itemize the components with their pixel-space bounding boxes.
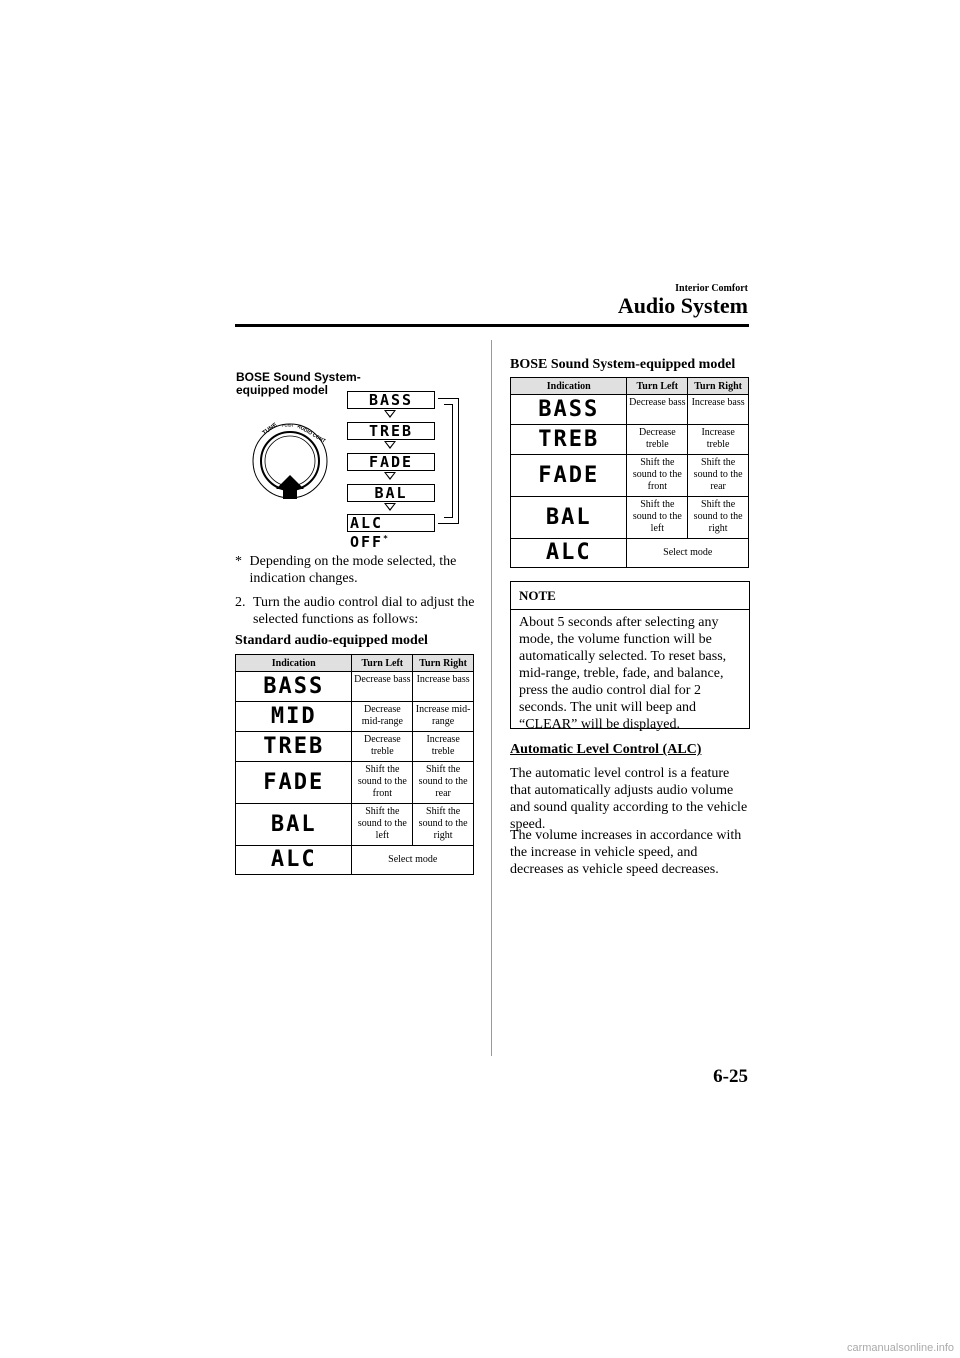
table-header-row — [511, 378, 749, 395]
indication-display: FADE — [236, 762, 352, 804]
turn-right-cell: Increase treble — [413, 732, 474, 762]
figure-caption-line2: equipped model — [236, 383, 329, 397]
column-header-turn-right: Turn Right — [688, 378, 749, 395]
table-row — [511, 395, 749, 425]
sequence-arrow-icon — [384, 472, 396, 480]
step-2 — [235, 594, 480, 628]
note-text: About 5 seconds after selecting any mode, the volume function will be automatically selected. To reset bass, mid-range, treble, fade, and balance, press the audio control dial for 2 seconds. The unit will beep and “CLEAR” will be displayed. — [519, 615, 727, 732]
sequence-arrow-icon — [384, 410, 396, 418]
turn-left-cell: Decrease treble — [352, 732, 413, 762]
turn-left-cell: Shift the sound to the left — [352, 804, 413, 846]
sequence-arrow-icon — [384, 503, 396, 511]
page-number: 6-25 — [713, 1066, 748, 1087]
alc-heading: Automatic Level Control (ALC) — [510, 742, 702, 757]
step-text: Turn the audio control dial to adjust the selected functions as follows: — [253, 595, 475, 627]
turn-right-cell: Increase treble — [688, 425, 749, 455]
watermark: carmanualsonline.info — [846, 1342, 954, 1354]
merged-cell: Select mode — [627, 539, 749, 568]
standard-table-heading: Standard audio-equipped model — [235, 633, 428, 648]
note-rule — [511, 609, 749, 610]
knob-label-audio: AUDIO CONT — [296, 423, 327, 445]
sequence-arrow-icon — [384, 441, 396, 449]
press-arrow-icon — [276, 475, 304, 499]
table-row — [236, 762, 474, 804]
sequence-bass: BASS — [347, 391, 435, 409]
sequence-fade: FADE — [347, 453, 435, 471]
turn-left-cell: Decrease bass — [352, 672, 413, 702]
sequence-alc-off-label: ALC OFF — [350, 514, 384, 551]
indication-display: ALC — [236, 846, 352, 875]
indication-display: ALC — [511, 539, 627, 568]
turn-right-cell: Shift the sound to the right — [413, 804, 474, 846]
figure-caption — [236, 371, 361, 397]
turn-left-cell: Decrease mid-range — [352, 702, 413, 732]
table-row — [236, 672, 474, 702]
turn-left-cell: Shift the sound to the left — [627, 497, 688, 539]
note-heading: NOTE — [519, 588, 556, 603]
turn-left-cell: Decrease bass — [627, 395, 688, 425]
bose-table-heading: BOSE Sound System-equipped model — [510, 357, 736, 372]
sequence-loop-inner-line — [444, 404, 453, 518]
table-row — [236, 732, 474, 762]
turn-right-cell: Shift the sound to the rear — [688, 455, 749, 497]
step-number: 2. — [235, 595, 246, 610]
indication-display: FADE — [511, 455, 627, 497]
header-rule — [235, 324, 749, 327]
section-label: Interior Comfort — [675, 283, 748, 294]
table-header-row — [236, 655, 474, 672]
indication-display: BASS — [511, 395, 627, 425]
turn-right-cell: Shift the sound to the right — [688, 497, 749, 539]
turn-right-cell: Increase bass — [688, 395, 749, 425]
table-row — [511, 497, 749, 539]
column-divider — [491, 340, 492, 1056]
knob-label-tune: TUNE — [261, 422, 279, 437]
indication-display: BAL — [236, 804, 352, 846]
column-header-turn-left: Turn Left — [352, 655, 413, 672]
indication-display: BASS — [236, 672, 352, 702]
sequence-bal: BAL — [347, 484, 435, 502]
column-header-turn-left: Turn Left — [627, 378, 688, 395]
table-row — [236, 702, 474, 732]
alc-paragraph-1: The automatic level control is a feature that automatically adjusts audio volume and sound quality according to the vehicle speed. — [510, 766, 748, 832]
column-header-indication: Indication — [511, 378, 627, 395]
audio-control-dial-illustration — [252, 413, 332, 501]
sequence-treb: TREB — [347, 422, 435, 440]
page-title: Audio System — [617, 293, 748, 318]
table-row — [511, 425, 749, 455]
turn-right-cell: Shift the sound to the rear — [413, 762, 474, 804]
knob-label-push: PUSH — [282, 423, 294, 428]
table-row — [236, 804, 474, 846]
indication-display: BAL — [511, 497, 627, 539]
indication-display: TREB — [236, 732, 352, 762]
merged-cell: Select mode — [352, 846, 474, 875]
alc-paragraph-2: The volume increases in accordance with the increase in vehicle speed, and decreases as vehicle speed decreases. — [510, 828, 742, 877]
sequence-alc-off — [347, 514, 435, 551]
turn-right-cell: Increase bass — [413, 672, 474, 702]
table-row — [236, 846, 474, 875]
turn-left-cell: Shift the sound to the front — [352, 762, 413, 804]
figure-caption-line1: BOSE Sound System- — [236, 370, 361, 384]
standard-indication-table — [235, 654, 474, 875]
indication-display: TREB — [511, 425, 627, 455]
bose-indication-table — [510, 377, 749, 568]
footnote-text: Depending on the mode selected, the indication changes. — [249, 554, 457, 586]
sequence-asterisk: * — [383, 534, 390, 543]
table-row — [511, 539, 749, 568]
footnote — [235, 553, 480, 587]
note-box — [510, 581, 750, 732]
turn-left-cell: Shift the sound to the front — [627, 455, 688, 497]
footnote-mark: * — [235, 554, 242, 569]
table-row — [511, 455, 749, 497]
indication-display: MID — [236, 702, 352, 732]
column-header-indication: Indication — [236, 655, 352, 672]
turn-left-cell: Decrease treble — [627, 425, 688, 455]
column-header-turn-right: Turn Right — [413, 655, 474, 672]
turn-right-cell: Increase mid-range — [413, 702, 474, 732]
